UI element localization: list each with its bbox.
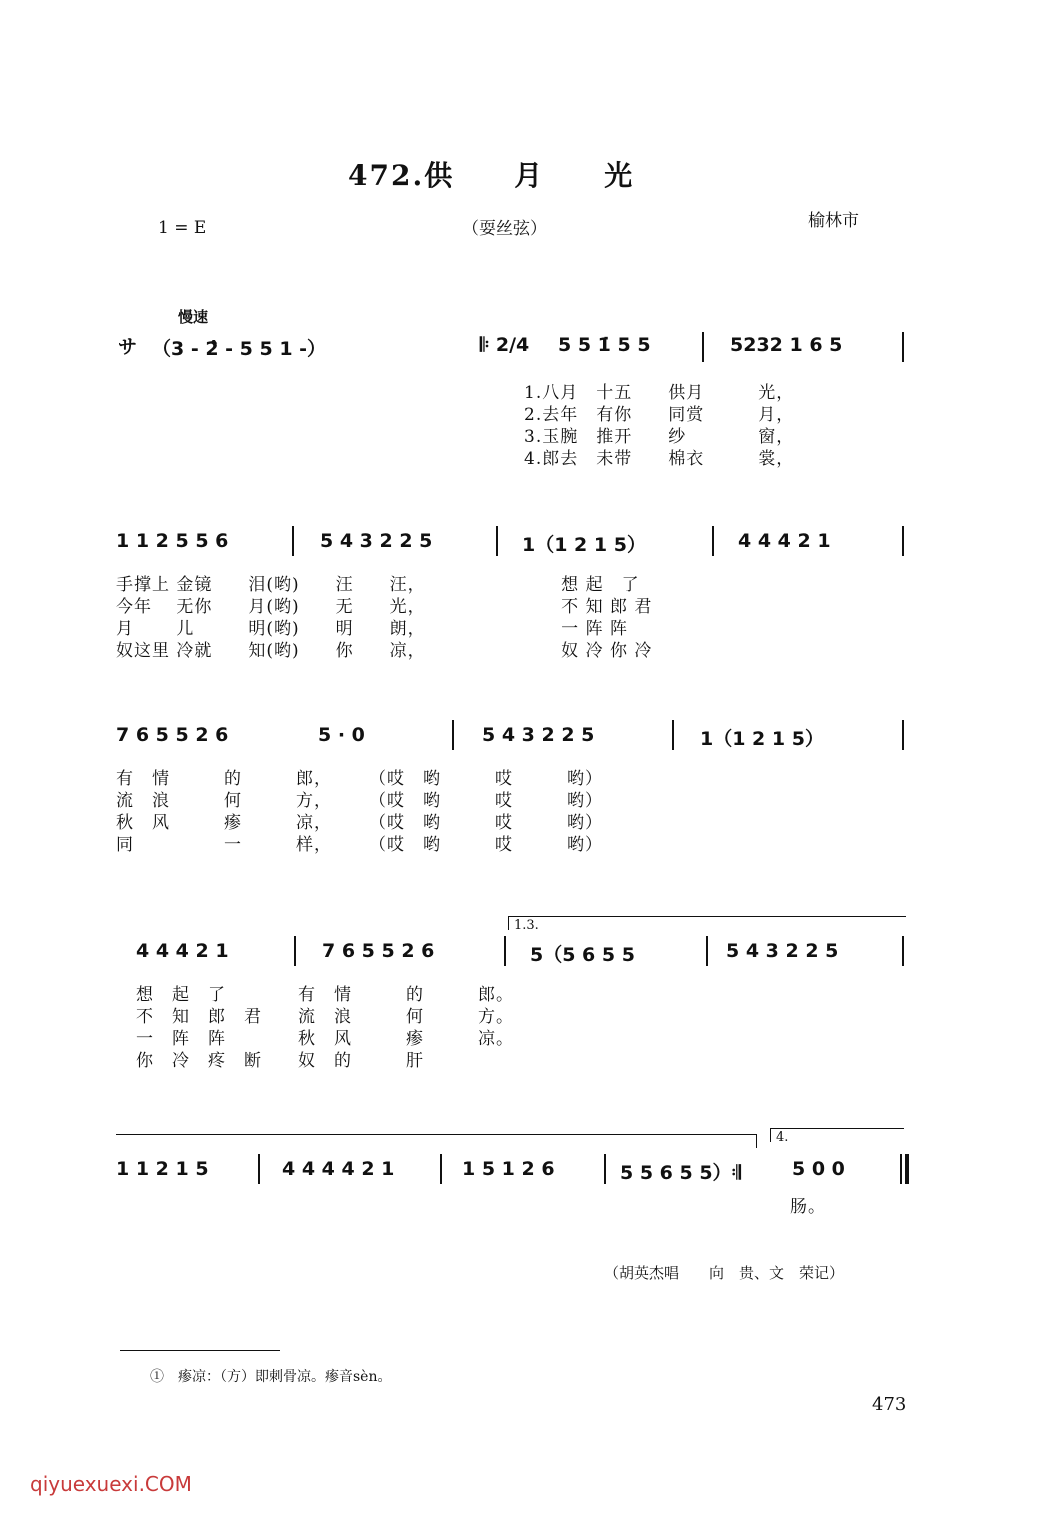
measure: 5 4 3 2 2 5 [482, 724, 595, 746]
measure: 5232 1 6 5 [730, 334, 843, 356]
footnote-rule [120, 1350, 280, 1351]
measure: 5 4 3 2 2 5 [320, 530, 433, 552]
barline [902, 936, 904, 966]
barline [504, 936, 506, 966]
measure: 5 0 0 [792, 1158, 845, 1180]
lyric-line: 1.八月 十五 供月 光， [524, 383, 795, 403]
credit-line: （胡英杰唱 向 贵、文 荣记） [604, 1264, 845, 1282]
measure: 5 5 6 5 5）𝄇 [620, 1162, 741, 1184]
lyric-line: 今年 无你 月(哟) 无 光， 不 知 郎 君 [116, 597, 653, 617]
volta-label: 4. [776, 1130, 789, 1145]
barline [902, 720, 904, 750]
barline [292, 526, 294, 556]
final-barline [905, 1154, 909, 1184]
measure: 7 6 5 5 2 6 [116, 724, 229, 746]
measure: 5（5 6 5 5 [530, 944, 635, 966]
measure: 5 5 1̇ 5 5 [558, 334, 651, 356]
volta-bracket [770, 1128, 904, 1129]
measure: 1 5 1 2 6 [462, 1158, 555, 1180]
volta-bracket [508, 916, 509, 930]
barline [702, 332, 704, 362]
barline [452, 720, 454, 750]
lyric-line: 一 阵 阵 秋 风 瘆 凉。 [136, 1029, 514, 1049]
lyric-line: 4.郎去 未带 棉衣 裳， [524, 449, 795, 469]
volta-bracket [770, 1128, 771, 1142]
tempo-marking: 慢速 [178, 308, 209, 326]
measure: 1（1 2 1 5） [700, 728, 824, 750]
barline [672, 720, 674, 750]
barline [706, 936, 708, 966]
barline [604, 1154, 606, 1184]
footnote: ① 瘆凉：（方）即刺骨凉。瘆音sèn。 [150, 1369, 392, 1385]
barline [902, 526, 904, 556]
lyric-line: 有 情 的 郎， （哎 哟 哎 哟） [116, 769, 603, 789]
genre-label: （耍丝弦） [462, 219, 547, 239]
lyric-line: 手撑上 金镜 泪(哟) 汪 汪， 想 起 了 [116, 575, 640, 595]
final-barline [900, 1154, 902, 1184]
volta-label: 1.3. [514, 918, 539, 933]
barline [902, 332, 904, 362]
barline [258, 1154, 260, 1184]
barline [712, 526, 714, 556]
measure: 5 · 0 [318, 724, 365, 746]
measure: 4 4 4 4 2 1 [282, 1158, 395, 1180]
barline [294, 936, 296, 966]
lyric-line: 月 儿 明(哟) 明 朗， 一 阵 阵 [116, 619, 628, 639]
measure: 1（1 2 1 5） [522, 534, 646, 556]
page-title: 472.供 月 光 [348, 159, 635, 192]
first-ending-bracket [756, 1134, 757, 1148]
barline [496, 526, 498, 556]
lyric-line: 不 知 郎 君 流 浪 何 方。 [136, 1007, 514, 1027]
measure: 5 4 3 2 2 5 [726, 940, 839, 962]
lyric-line: 流 浪 何 方， （哎 哟 哎 哟） [116, 791, 603, 811]
lyric-line: 奴这里 冷就 知(哟) 你 凉， 奴 冷 你 冷 [116, 641, 653, 661]
measure: 1 1 2 5 5 6 [116, 530, 229, 552]
lyric-line: 秋 风 瘆 凉， （哎 哟 哎 哟） [116, 813, 603, 833]
measure: 4 4 4 2 1 [136, 940, 229, 962]
barline [440, 1154, 442, 1184]
location-label: 榆林市 [808, 211, 859, 231]
lyric-line: 同 一 样， （哎 哟 哎 哟） [116, 835, 603, 855]
lyric-line: 肠。 [790, 1197, 826, 1217]
volta-bracket [508, 916, 906, 917]
lyric-line: 想 起 了 有 情 的 郎。 [136, 985, 514, 1005]
first-ending-bracket [116, 1134, 756, 1135]
key-signature: 1 = E [158, 218, 207, 238]
measure: 1 1 2 1 5 [116, 1158, 209, 1180]
lyric-line: 2.去年 有你 同赏 月， [524, 405, 795, 425]
watermark: qiyuexuexi.COM [30, 1472, 192, 1496]
free-time-mark: サ [118, 336, 138, 358]
lyric-line: 你 冷 疼 断 奴 的 肝 [136, 1051, 424, 1071]
lyric-line: 3.玉腕 推开 纱 窗， [524, 427, 795, 447]
measure: 4 4 4 2 1 [738, 530, 831, 552]
measure: 7 6 5 5 2 6 [322, 940, 435, 962]
intro-notes: （3 - 2̂ - 5 5 1 -） [152, 338, 327, 360]
repeat-time-signature: 𝄆 2/4 [480, 334, 530, 356]
page-number: 473 [872, 1394, 907, 1415]
